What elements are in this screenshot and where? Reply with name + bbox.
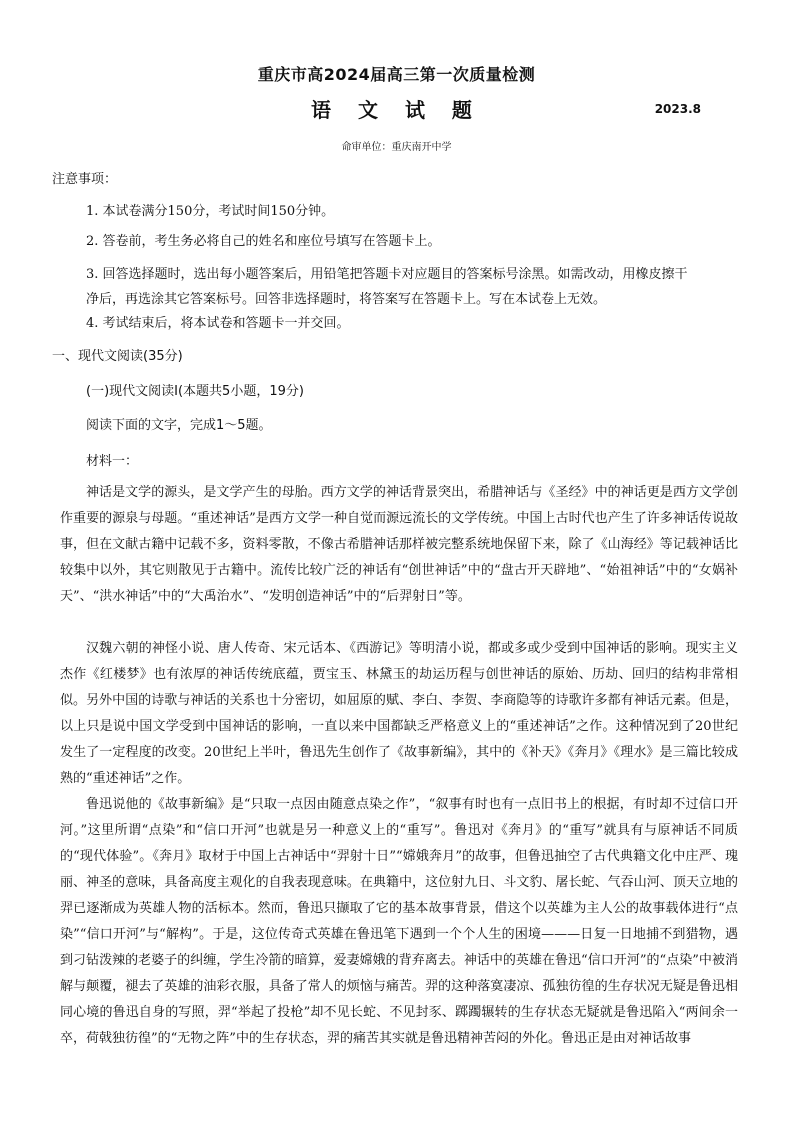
instruction-text: 阅读下面的文字，完成1～5题。 [86, 418, 272, 433]
material-label: 材料一： [86, 454, 139, 469]
passage-paragraph: 鲁迅说他的《故事新编》是“只取一点因由随意点染之作”，“叙事有时也有一点旧书上的根据，有时却不过信口开河。”这里所谓“点染”和“信口开河”也就是另一种意义上的“重写”。鲁迅对《奔月》的“重写”就具有与原神话不同质的“现代体验”。《奔月》取材于中国上古神话中“羿射十日”“嫦娥奔月”的故事，但鲁迅抽空了古代典籍文化中庄严、瑰丽、神圣的意味，具备高度主观化的自我表现意味。在典籍中，这位射九日、斗文豹、屠长蛇、气吞山河、顶天立地的羿已逐渐成为英雄人物的活标本。然而，鲁迅只撷取了它的基本故事背景，借这个以英雄为主人公的故事载体进行“点染”“信口开河”与“解构”。于是，这位传奇式英雄在鲁迅笔下遇到一个个人生的困境———日复一日地捕不到猎物，遇到刁钻泼辣的老婆子的纠缠，学生冷箭的暗算，爱妻嫦娥的背弃离去。神话中的英雄在鲁迅“信口开河”的“点染”中被消解与颠覆，褪去了英雄的油彩衣服，具备了常人的烦恼与痛苦。羿的这种落寞凄凉、孤独彷徨的生存状况无疑是鲁迅相同心境的鲁迅自身的写照，羿“举起了投枪”却不见长蛇、不见封豕、踯躅辗转的生存状态无疑就是鲁迅陷入“两间余一卒，荷戟独彷徨”的“无物之阵”中的生存状态，羿的痛苦其实就是鲁迅精神苦闷的外化。鲁迅正是由对神话故事 [60, 797, 738, 1046]
note-item: 2. 答卷前，考生务必将自己的姓名和座位号填写在答题卡上。 [86, 234, 441, 249]
setter-unit: 命审单位：重庆南开中学 [341, 142, 452, 153]
exam-title: 重庆市高2024届高三第一次质量检测 [257, 65, 536, 84]
subject-title: 语 文 试 题 [311, 98, 482, 122]
note-item: 净后，再选涂其它答案标号。回答非选择题时，将答案写在答题卡上。写在本试卷上无效。 [86, 292, 607, 307]
passage-paragraph: 神话是文学的源头，是文学产生的母胎。西方文学的神话背景突出，希腊神话与《圣经》中的神话更是西方文学创作重要的源泉与母题。“重述神话”是西方文学一种自觉而源远流长的文学传统。中国上古时代也产生了许多神话传说故事，但在文献古籍中记载不多，资料零散，不像古希腊神话那样被完整系统地保留下来，除了《山海经》等记载神话比较集中以外，其它则散见于古籍中。流传比较广泛的神话有“创世神话”中的“盘古开天辟地”、“始祖神话”中的“女娲补天”、“洪水神话”中的“大禹治水”、“发明创造神话”中的“后羿射日”等。 [60, 485, 738, 604]
note-item: 1. 本试卷满分150分，考试时间150分钟。 [86, 204, 335, 219]
exam-date: 2023.8 [654, 102, 701, 116]
passage-paragraph: 汉魏六朝的神怪小说、唐人传奇、宋元话本、《西游记》等明清小说，都或多或少受到中国神话的影响。现实主义杰作《红楼梦》也有浓厚的神话传统底蕴，贾宝玉、林黛玉的劫运历程与创世神话的原始、历劫、回归的结构非常相似。另外中国的诗歌与神话的关系也十分密切，如屈原的赋、李白、李贺、李商隐等的诗歌许多都有神话元素。但是，以上只是说中国文学受到中国神话的影响，一直以来中国都缺乏严格意义上的“重述神话”之作。这种情况到了20世纪发生了一定程度的改变。20世纪上半叶，鲁迅先生创作了《故事新编》，其中的《补天》《奔月》《理水》是三篇比较成熟的“重述神话”之作。 [60, 641, 738, 786]
sub-section-heading: (一)现代文阅读I(本题共5小题，19分) [86, 384, 304, 399]
notes-heading: 注意事项： [52, 172, 118, 187]
note-item: 4. 考试结束后，将本试卷和答题卡一并交回。 [86, 316, 350, 331]
note-item: 3. 回答选择题时，选出每小题答案后，用铅笔把答题卡对应题目的答案标号涂黑。如需改动，用橡皮擦干 [86, 267, 688, 282]
section-heading: 一、现代文阅读(35分) [52, 349, 183, 364]
